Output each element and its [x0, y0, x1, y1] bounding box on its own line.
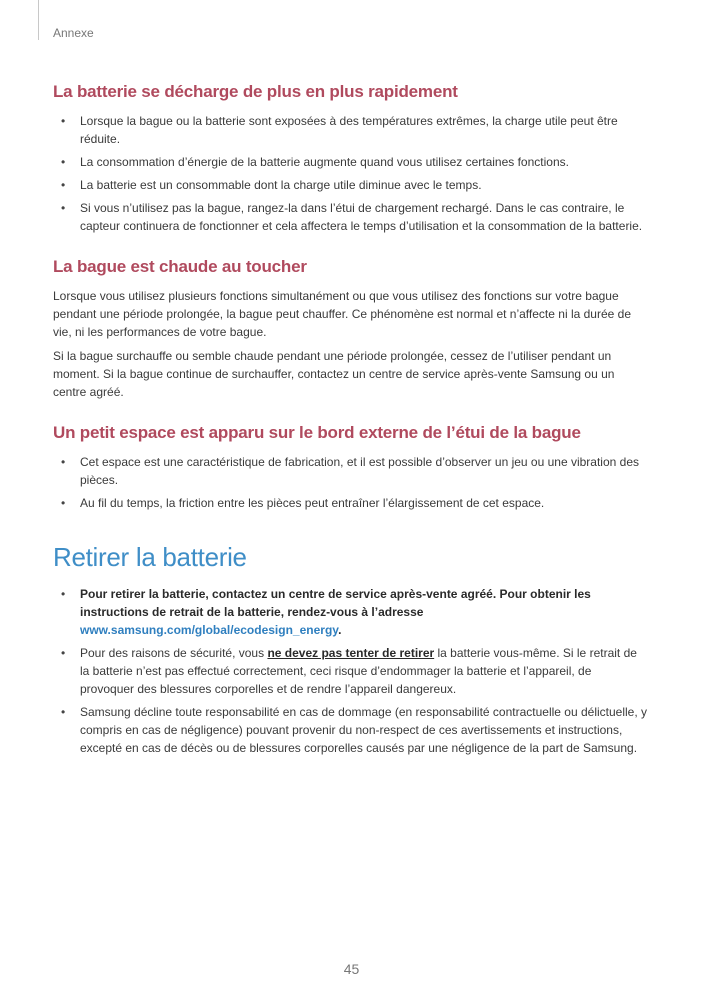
paragraph: Si la bague surchauffe ou semble chaude pendant une période prolongée, cessez de l’utiliser pendant un moment. Si la bague continue de surchauffer, contactez un centre de service après-vente Samsung ou un centre agréé.: [53, 349, 615, 399]
header-label: Annexe: [53, 26, 94, 40]
text: la batterie vous-même. Si le retrait de la batterie n’est pas effectué correctement, ceci risque d’endommager la batterie et l’appareil, de provoquer des blessures corporelles et de rendre l’appareil dangereux.: [80, 646, 637, 696]
list-item: • La batterie est un consommable dont la charge utile diminue avec le temps.: [53, 176, 648, 194]
emphasis-text: ne devez pas tenter de retirer: [267, 646, 435, 660]
ecodesign-link[interactable]: www.samsung.com/global/ecodesign_energy: [80, 623, 339, 637]
section-title: Un petit espace est apparu sur le bord externe de l’étui de la bague: [53, 423, 581, 442]
section-remove-battery: [53, 542, 648, 757]
bullet-list: [53, 453, 648, 512]
list-item: [53, 644, 648, 698]
bold-text: Pour retirer la batterie, contactez un centre de service après-vente agréé. Pour obtenir les instructions de retrait de la batterie, rendez-vous à l’adresse: [80, 587, 591, 619]
page-heading: Retirer la batterie: [53, 542, 247, 572]
bullet-list: [53, 585, 648, 757]
bullet-list: [53, 112, 648, 235]
header-divider: [38, 0, 39, 40]
section-ring-hot: [53, 257, 648, 401]
section-battery-drain: [53, 82, 648, 235]
list-item: • Cet espace est une caractéristique de fabrication, et il est possible d’observer un jeu ou une vibration des pièces.: [53, 453, 648, 489]
list-item: • Lorsque la bague ou la batterie sont exposées à des températures extrêmes, la charge utile peut être réduite.: [53, 112, 648, 148]
list-item: • Samsung décline toute responsabilité en cas de dommage (en responsabilité contractuelle ou délictuelle, y compris en cas de négligence) pouvant provenir du non-respect de ces avertissements et instructions, excepté en cas de décès ou de blessures corporelles causés par une négligence de la part de Samsung.: [53, 703, 648, 757]
section-case-gap: [53, 423, 648, 512]
paragraph: Lorsque vous utilisez plusieurs fonctions simultanément ou que vous utilisez des fonctions sur votre bague pendant une période prolongée, la bague peut chauffer. Ce phénomène est normal et n’affecte ni la durée de vie, ni les performances de votre bague.: [53, 289, 631, 339]
section-title: La batterie se décharge de plus en plus rapidement: [53, 82, 458, 101]
text: Pour des raisons de sécurité, vous: [80, 646, 268, 660]
main-content: [53, 82, 648, 762]
section-title: La bague est chaude au toucher: [53, 257, 307, 276]
list-item: • La consommation d’énergie de la batterie augmente quand vous utilisez certaines fonctions.: [53, 153, 648, 171]
page-number: 45: [343, 961, 360, 977]
bold-text: .: [338, 623, 342, 637]
list-item: [53, 585, 648, 639]
list-item: • Au fil du temps, la friction entre les pièces peut entraîner l’élargissement de cet espace.: [53, 494, 648, 512]
list-item: • Si vous n’utilisez pas la bague, rangez-la dans l’étui de chargement rechargé. Dans le cas contraire, le capteur continuera de fonctionner et cela affectera le temps d’utilisation et la consommation de la batterie.: [53, 199, 648, 235]
